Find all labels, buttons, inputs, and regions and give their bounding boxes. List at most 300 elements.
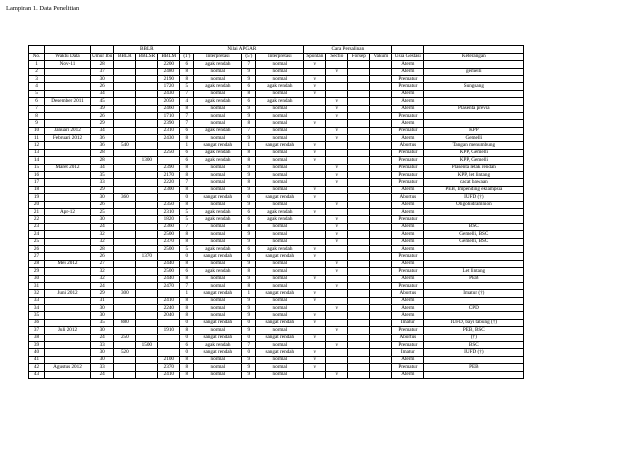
cell-interpretasi-5: normal <box>256 186 304 193</box>
cell-apgar-5: 7 <box>242 61 256 68</box>
cell-bblsr <box>136 223 158 230</box>
cell-bblm <box>158 349 180 356</box>
cell-no: 24 <box>29 231 45 238</box>
cell-bblm: 2470 <box>158 282 180 289</box>
cell-usia-gestasi: Prematur <box>392 253 424 260</box>
cell-waktu: Agustus 2012 <box>45 364 91 371</box>
header-usia-gestasi: Usia Gestasi <box>392 53 424 61</box>
cell-bblsr <box>136 172 158 179</box>
cell-usia-gestasi: Prematur <box>392 164 424 171</box>
cell-umur: 34 <box>91 127 114 134</box>
cell-bblr: 360 <box>114 194 136 201</box>
cell-forsep <box>348 98 370 105</box>
cell-vakum <box>370 297 392 304</box>
cell-keterangan: PEB <box>424 364 524 371</box>
cell-bblr <box>114 135 136 142</box>
header-blank <box>392 46 424 54</box>
cell-apgar-1: 8 <box>180 364 194 371</box>
cell-spontan: v <box>304 194 326 201</box>
cell-sectio <box>326 319 348 326</box>
cell-keterangan: BSC <box>424 223 524 230</box>
page-title: Lampiran 1. Data Penelitian <box>6 5 80 12</box>
cell-vakum <box>370 238 392 245</box>
cell-vakum <box>370 83 392 90</box>
cell-interpretasi-1: normal <box>194 312 242 319</box>
cell-no: 36 <box>29 319 45 326</box>
cell-interpretasi-1: agak rendah <box>194 209 242 216</box>
cell-keterangan: Oligohidramnion <box>424 201 524 208</box>
cell-no: 1 <box>29 61 45 68</box>
cell-apgar-5: 9 <box>242 305 256 312</box>
cell-spontan: v <box>304 90 326 97</box>
cell-umur: 29 <box>91 120 114 127</box>
cell-usia-gestasi: Abortus <box>392 334 424 341</box>
cell-apgar-5: 9 <box>242 105 256 112</box>
cell-usia-gestasi: Prematur <box>392 268 424 275</box>
cell-bblr <box>114 149 136 156</box>
cell-bblsr <box>136 61 158 68</box>
cell-umur: 33 <box>91 364 114 371</box>
table-row <box>29 231 524 238</box>
cell-interpretasi-5: normal <box>256 61 304 68</box>
cell-waktu <box>45 238 91 245</box>
table-row <box>29 179 524 186</box>
cell-bblm: 2310 <box>158 127 180 134</box>
cell-usia-gestasi: Prematur <box>392 327 424 334</box>
cell-forsep <box>348 312 370 319</box>
table-row <box>29 61 524 68</box>
cell-usia-gestasi: Abortus <box>392 290 424 297</box>
cell-keterangan <box>424 260 524 267</box>
cell-spontan <box>304 216 326 223</box>
table-row <box>29 238 524 245</box>
cell-forsep <box>348 75 370 82</box>
cell-bblr <box>114 312 136 319</box>
cell-sectio: v <box>326 305 348 312</box>
table-row <box>29 120 524 127</box>
table-row <box>29 334 524 341</box>
cell-apgar-5: 8 <box>242 268 256 275</box>
table-row <box>29 253 524 260</box>
cell-bblsr <box>136 149 158 156</box>
cell-apgar-5: 8 <box>242 149 256 156</box>
cell-keterangan <box>424 282 524 289</box>
cell-bblm: 2410 <box>158 371 180 378</box>
header-apgar-group: Nilai APGAR <box>180 46 304 54</box>
cell-no: 37 <box>29 327 45 334</box>
cell-keterangan <box>424 312 524 319</box>
table-row <box>29 127 524 134</box>
cell-umur: 24 <box>91 282 114 289</box>
cell-vakum <box>370 142 392 149</box>
cell-keterangan <box>424 98 524 105</box>
cell-bblsr <box>136 364 158 371</box>
cell-apgar-5: 9 <box>242 135 256 142</box>
cell-bblsr <box>136 98 158 105</box>
header-persalinan-group: Cara Persalinan <box>304 46 392 54</box>
cell-keterangan: KPP <box>424 127 524 134</box>
cell-interpretasi-1: agak rendah <box>194 127 242 134</box>
cell-interpretasi-5: agak rendah <box>256 245 304 252</box>
cell-waktu <box>45 194 91 201</box>
cell-apgar-1: 8 <box>180 260 194 267</box>
cell-sectio: v <box>326 260 348 267</box>
cell-bblsr <box>136 231 158 238</box>
cell-keterangan: Gemelli <box>424 135 524 142</box>
cell-forsep <box>348 223 370 230</box>
cell-umur: 31 <box>91 297 114 304</box>
cell-interpretasi-5: sangat rendah <box>256 253 304 260</box>
cell-bblsr <box>136 290 158 297</box>
cell-vakum <box>370 112 392 119</box>
cell-bblm <box>158 290 180 297</box>
cell-umur: 32 <box>91 268 114 275</box>
cell-interpretasi-1: normal <box>194 238 242 245</box>
cell-bblsr <box>136 186 158 193</box>
cell-forsep <box>348 231 370 238</box>
cell-interpretasi-1: normal <box>194 120 242 127</box>
cell-bblr <box>114 120 136 127</box>
cell-interpretasi-1: normal <box>194 68 242 75</box>
cell-sectio: v <box>326 127 348 134</box>
cell-apgar-1: 8 <box>180 297 194 304</box>
cell-bblr <box>114 127 136 134</box>
cell-apgar-5: 9 <box>242 364 256 371</box>
cell-keterangan <box>424 371 524 378</box>
cell-umur: 29 <box>91 290 114 297</box>
table-row <box>29 245 524 252</box>
cell-interpretasi-5: normal <box>256 312 304 319</box>
cell-waktu <box>45 245 91 252</box>
cell-umur: 24 <box>91 371 114 378</box>
cell-forsep <box>348 209 370 216</box>
cell-forsep <box>348 164 370 171</box>
cell-sectio: v <box>326 268 348 275</box>
cell-interpretasi-5: normal <box>256 201 304 208</box>
cell-apgar-5: 9 <box>242 238 256 245</box>
cell-umur: 30 <box>91 305 114 312</box>
cell-apgar-1: 7 <box>180 282 194 289</box>
cell-interpretasi-1: normal <box>194 164 242 171</box>
cell-waktu <box>45 275 91 282</box>
cell-waktu <box>45 223 91 230</box>
cell-sectio: v <box>326 371 348 378</box>
cell-waktu <box>45 75 91 82</box>
cell-usia-gestasi: Imatur <box>392 319 424 326</box>
cell-waktu <box>45 149 91 156</box>
cell-waktu <box>45 312 91 319</box>
cell-spontan: v <box>304 186 326 193</box>
cell-forsep <box>348 356 370 363</box>
cell-keterangan: PEB, Impending eklampsia <box>424 186 524 193</box>
cell-bblsr <box>136 142 158 149</box>
cell-keterangan <box>424 209 524 216</box>
cell-sectio: v <box>326 105 348 112</box>
cell-spontan <box>304 179 326 186</box>
cell-no: 32 <box>29 290 45 297</box>
cell-bblr <box>114 209 136 216</box>
cell-interpretasi-5: normal <box>256 164 304 171</box>
cell-forsep <box>348 149 370 156</box>
cell-spontan <box>304 201 326 208</box>
cell-interpretasi-1: normal <box>194 105 242 112</box>
cell-keterangan <box>424 75 524 82</box>
cell-sectio: v <box>326 179 348 186</box>
cell-waktu: Nov-11 <box>45 61 91 68</box>
cell-usia-gestasi: Prematur <box>392 157 424 164</box>
cell-sectio <box>326 61 348 68</box>
cell-no: 28 <box>29 260 45 267</box>
cell-umur: 28 <box>91 157 114 164</box>
cell-umur: 25 <box>91 209 114 216</box>
cell-spontan <box>304 260 326 267</box>
cell-keterangan <box>424 120 524 127</box>
cell-sectio: v <box>326 342 348 349</box>
cell-bblm: 2440 <box>158 260 180 267</box>
cell-spontan: v <box>304 83 326 90</box>
cell-forsep <box>348 371 370 378</box>
cell-apgar-5: 6 <box>242 83 256 90</box>
table-row <box>29 282 524 289</box>
cell-vakum <box>370 260 392 267</box>
cell-bblm: 2170 <box>158 172 180 179</box>
cell-bblr <box>114 223 136 230</box>
cell-interpretasi-5: agak rendah <box>256 98 304 105</box>
cell-bblr <box>114 268 136 275</box>
cell-interpretasi-5: sangat rendah <box>256 194 304 201</box>
header-apgar-5: (5') <box>242 53 256 61</box>
cell-apgar-5: 6 <box>242 209 256 216</box>
cell-forsep <box>348 319 370 326</box>
cell-interpretasi-5: normal <box>256 179 304 186</box>
cell-apgar-1: 8 <box>180 356 194 363</box>
cell-usia-gestasi: Prematur <box>392 75 424 82</box>
cell-bblm: 2100 <box>158 356 180 363</box>
cell-usia-gestasi: Prematur <box>392 172 424 179</box>
table-row <box>29 268 524 275</box>
cell-apgar-5: 8 <box>242 179 256 186</box>
cell-umur: 29 <box>91 186 114 193</box>
cell-no: 19 <box>29 194 45 201</box>
cell-bblsr: 1370 <box>136 253 158 260</box>
cell-umur: 32 <box>91 231 114 238</box>
table-row <box>29 83 524 90</box>
cell-bblr <box>114 90 136 97</box>
cell-bblm <box>158 253 180 260</box>
cell-interpretasi-1: agak rendah <box>194 342 242 349</box>
cell-bblsr <box>136 319 158 326</box>
cell-sectio <box>326 75 348 82</box>
cell-interpretasi-1: agak rendah <box>194 268 242 275</box>
cell-bblm: 2200 <box>158 61 180 68</box>
cell-no: 23 <box>29 223 45 230</box>
cell-interpretasi-1: sangat rendah <box>194 142 242 149</box>
cell-usia-gestasi: Prematur <box>392 149 424 156</box>
cell-keterangan: Gemelli, BSC <box>424 231 524 238</box>
cell-spontan <box>304 231 326 238</box>
header-blank <box>424 46 524 54</box>
cell-bblsr <box>136 164 158 171</box>
cell-no: 22 <box>29 216 45 223</box>
cell-vakum <box>370 253 392 260</box>
cell-interpretasi-1: normal <box>194 135 242 142</box>
cell-no: 15 <box>29 164 45 171</box>
table-row <box>29 75 524 82</box>
cell-vakum <box>370 127 392 134</box>
cell-apgar-5: 9 <box>242 260 256 267</box>
cell-vakum <box>370 68 392 75</box>
header-waktu: Waktu Data <box>45 53 91 61</box>
cell-apgar-5: 9 <box>242 312 256 319</box>
cell-bblsr <box>136 201 158 208</box>
cell-bblm: 2040 <box>158 312 180 319</box>
cell-umur: 27 <box>91 260 114 267</box>
cell-bblsr <box>136 194 158 201</box>
cell-waktu <box>45 201 91 208</box>
cell-usia-gestasi: Abortus <box>392 194 424 201</box>
cell-waktu: Apr-12 <box>45 209 91 216</box>
cell-waktu: Januari 2012 <box>45 127 91 134</box>
cell-keterangan: Plasenta previa <box>424 105 524 112</box>
cell-apgar-1: 8 <box>180 371 194 378</box>
cell-bblr <box>114 201 136 208</box>
cell-bblm: 2050 <box>158 98 180 105</box>
cell-interpretasi-5: normal <box>256 275 304 282</box>
cell-bblsr <box>136 275 158 282</box>
cell-no: 26 <box>29 245 45 252</box>
cell-waktu <box>45 319 91 326</box>
cell-apgar-1: 5 <box>180 209 194 216</box>
cell-apgar-5: 9 <box>242 231 256 238</box>
cell-apgar-1: 0 <box>180 349 194 356</box>
header-blank <box>91 46 114 54</box>
cell-forsep <box>348 61 370 68</box>
cell-waktu <box>45 268 91 275</box>
cell-keterangan: cacat bawaan <box>424 179 524 186</box>
cell-bblr <box>114 186 136 193</box>
cell-keterangan: PEB <box>424 275 524 282</box>
cell-bblr <box>114 260 136 267</box>
cell-apgar-5: 9 <box>242 112 256 119</box>
cell-apgar-5: 8 <box>242 90 256 97</box>
cell-usia-gestasi: Prematur <box>392 282 424 289</box>
cell-apgar-5: 9 <box>242 75 256 82</box>
cell-bblr <box>114 157 136 164</box>
cell-keterangan: IUFD (†) <box>424 194 524 201</box>
cell-interpretasi-5: normal <box>256 127 304 134</box>
cell-vakum <box>370 90 392 97</box>
cell-spontan: v <box>304 349 326 356</box>
cell-interpretasi-5: normal <box>256 68 304 75</box>
cell-usia-gestasi: Aterm <box>392 135 424 142</box>
cell-vakum <box>370 275 392 282</box>
cell-apgar-5: 6 <box>242 98 256 105</box>
cell-vakum <box>370 201 392 208</box>
cell-keterangan: Let lintang <box>424 268 524 275</box>
cell-forsep <box>348 327 370 334</box>
cell-apgar-5: 0 <box>242 253 256 260</box>
cell-apgar-5: 9 <box>242 68 256 75</box>
cell-no: 27 <box>29 253 45 260</box>
cell-sectio <box>326 334 348 341</box>
cell-vakum <box>370 349 392 356</box>
cell-spontan <box>304 164 326 171</box>
table-row <box>29 342 524 349</box>
cell-apgar-5: 9 <box>242 327 256 334</box>
cell-sectio <box>326 312 348 319</box>
cell-spontan <box>304 105 326 112</box>
cell-apgar-1: 5 <box>180 245 194 252</box>
cell-forsep <box>348 194 370 201</box>
cell-apgar-1: 6 <box>180 157 194 164</box>
cell-umur: 28 <box>91 61 114 68</box>
cell-apgar-1: 8 <box>180 105 194 112</box>
cell-umur: 30 <box>91 312 114 319</box>
cell-vakum <box>370 149 392 156</box>
cell-keterangan: IUFD, bayi tabung (†) <box>424 319 524 326</box>
cell-umur: 30 <box>91 356 114 363</box>
cell-apgar-1: 6 <box>180 127 194 134</box>
cell-vakum <box>370 120 392 127</box>
cell-bblr <box>114 371 136 378</box>
cell-vakum <box>370 164 392 171</box>
cell-forsep <box>348 127 370 134</box>
cell-usia-gestasi: Prematur <box>392 342 424 349</box>
cell-waktu <box>45 179 91 186</box>
cell-waktu <box>45 371 91 378</box>
cell-interpretasi-5: sangat rendah <box>256 319 304 326</box>
cell-umur: 32 <box>91 238 114 245</box>
cell-bblr <box>114 112 136 119</box>
cell-no: 12 <box>29 142 45 149</box>
cell-bblr <box>114 231 136 238</box>
cell-usia-gestasi: Prematur <box>392 216 424 223</box>
cell-no: 41 <box>29 356 45 363</box>
cell-bblm: 2300 <box>158 186 180 193</box>
cell-umur: 45 <box>91 98 114 105</box>
cell-apgar-1: 1 <box>180 290 194 297</box>
cell-bblsr <box>136 75 158 82</box>
cell-bblsr <box>136 68 158 75</box>
cell-apgar-1: 6 <box>180 61 194 68</box>
cell-keterangan: BSC <box>424 342 524 349</box>
cell-interpretasi-1: normal <box>194 371 242 378</box>
cell-forsep <box>348 216 370 223</box>
cell-bblm: 2370 <box>158 364 180 371</box>
header-group-row <box>29 46 524 54</box>
cell-usia-gestasi: Aterm <box>392 312 424 319</box>
cell-bblsr: 1500 <box>136 342 158 349</box>
cell-interpretasi-1: normal <box>194 186 242 193</box>
cell-sectio <box>326 149 348 156</box>
cell-apgar-5: 6 <box>242 216 256 223</box>
cell-sectio: v <box>326 201 348 208</box>
table-row <box>29 172 524 179</box>
cell-no: 33 <box>29 297 45 304</box>
cell-interpretasi-1: normal <box>194 90 242 97</box>
cell-forsep <box>348 157 370 164</box>
cell-interpretasi-5: normal <box>256 172 304 179</box>
cell-forsep <box>348 260 370 267</box>
cell-bblm: 2480 <box>158 68 180 75</box>
cell-umur: 36 <box>91 135 114 142</box>
cell-interpretasi-1: agak rendah <box>194 98 242 105</box>
cell-interpretasi-1: normal <box>194 356 242 363</box>
cell-bblsr <box>136 105 158 112</box>
cell-keterangan: KPP, let lintang <box>424 172 524 179</box>
cell-spontan: v <box>304 61 326 68</box>
cell-waktu <box>45 186 91 193</box>
